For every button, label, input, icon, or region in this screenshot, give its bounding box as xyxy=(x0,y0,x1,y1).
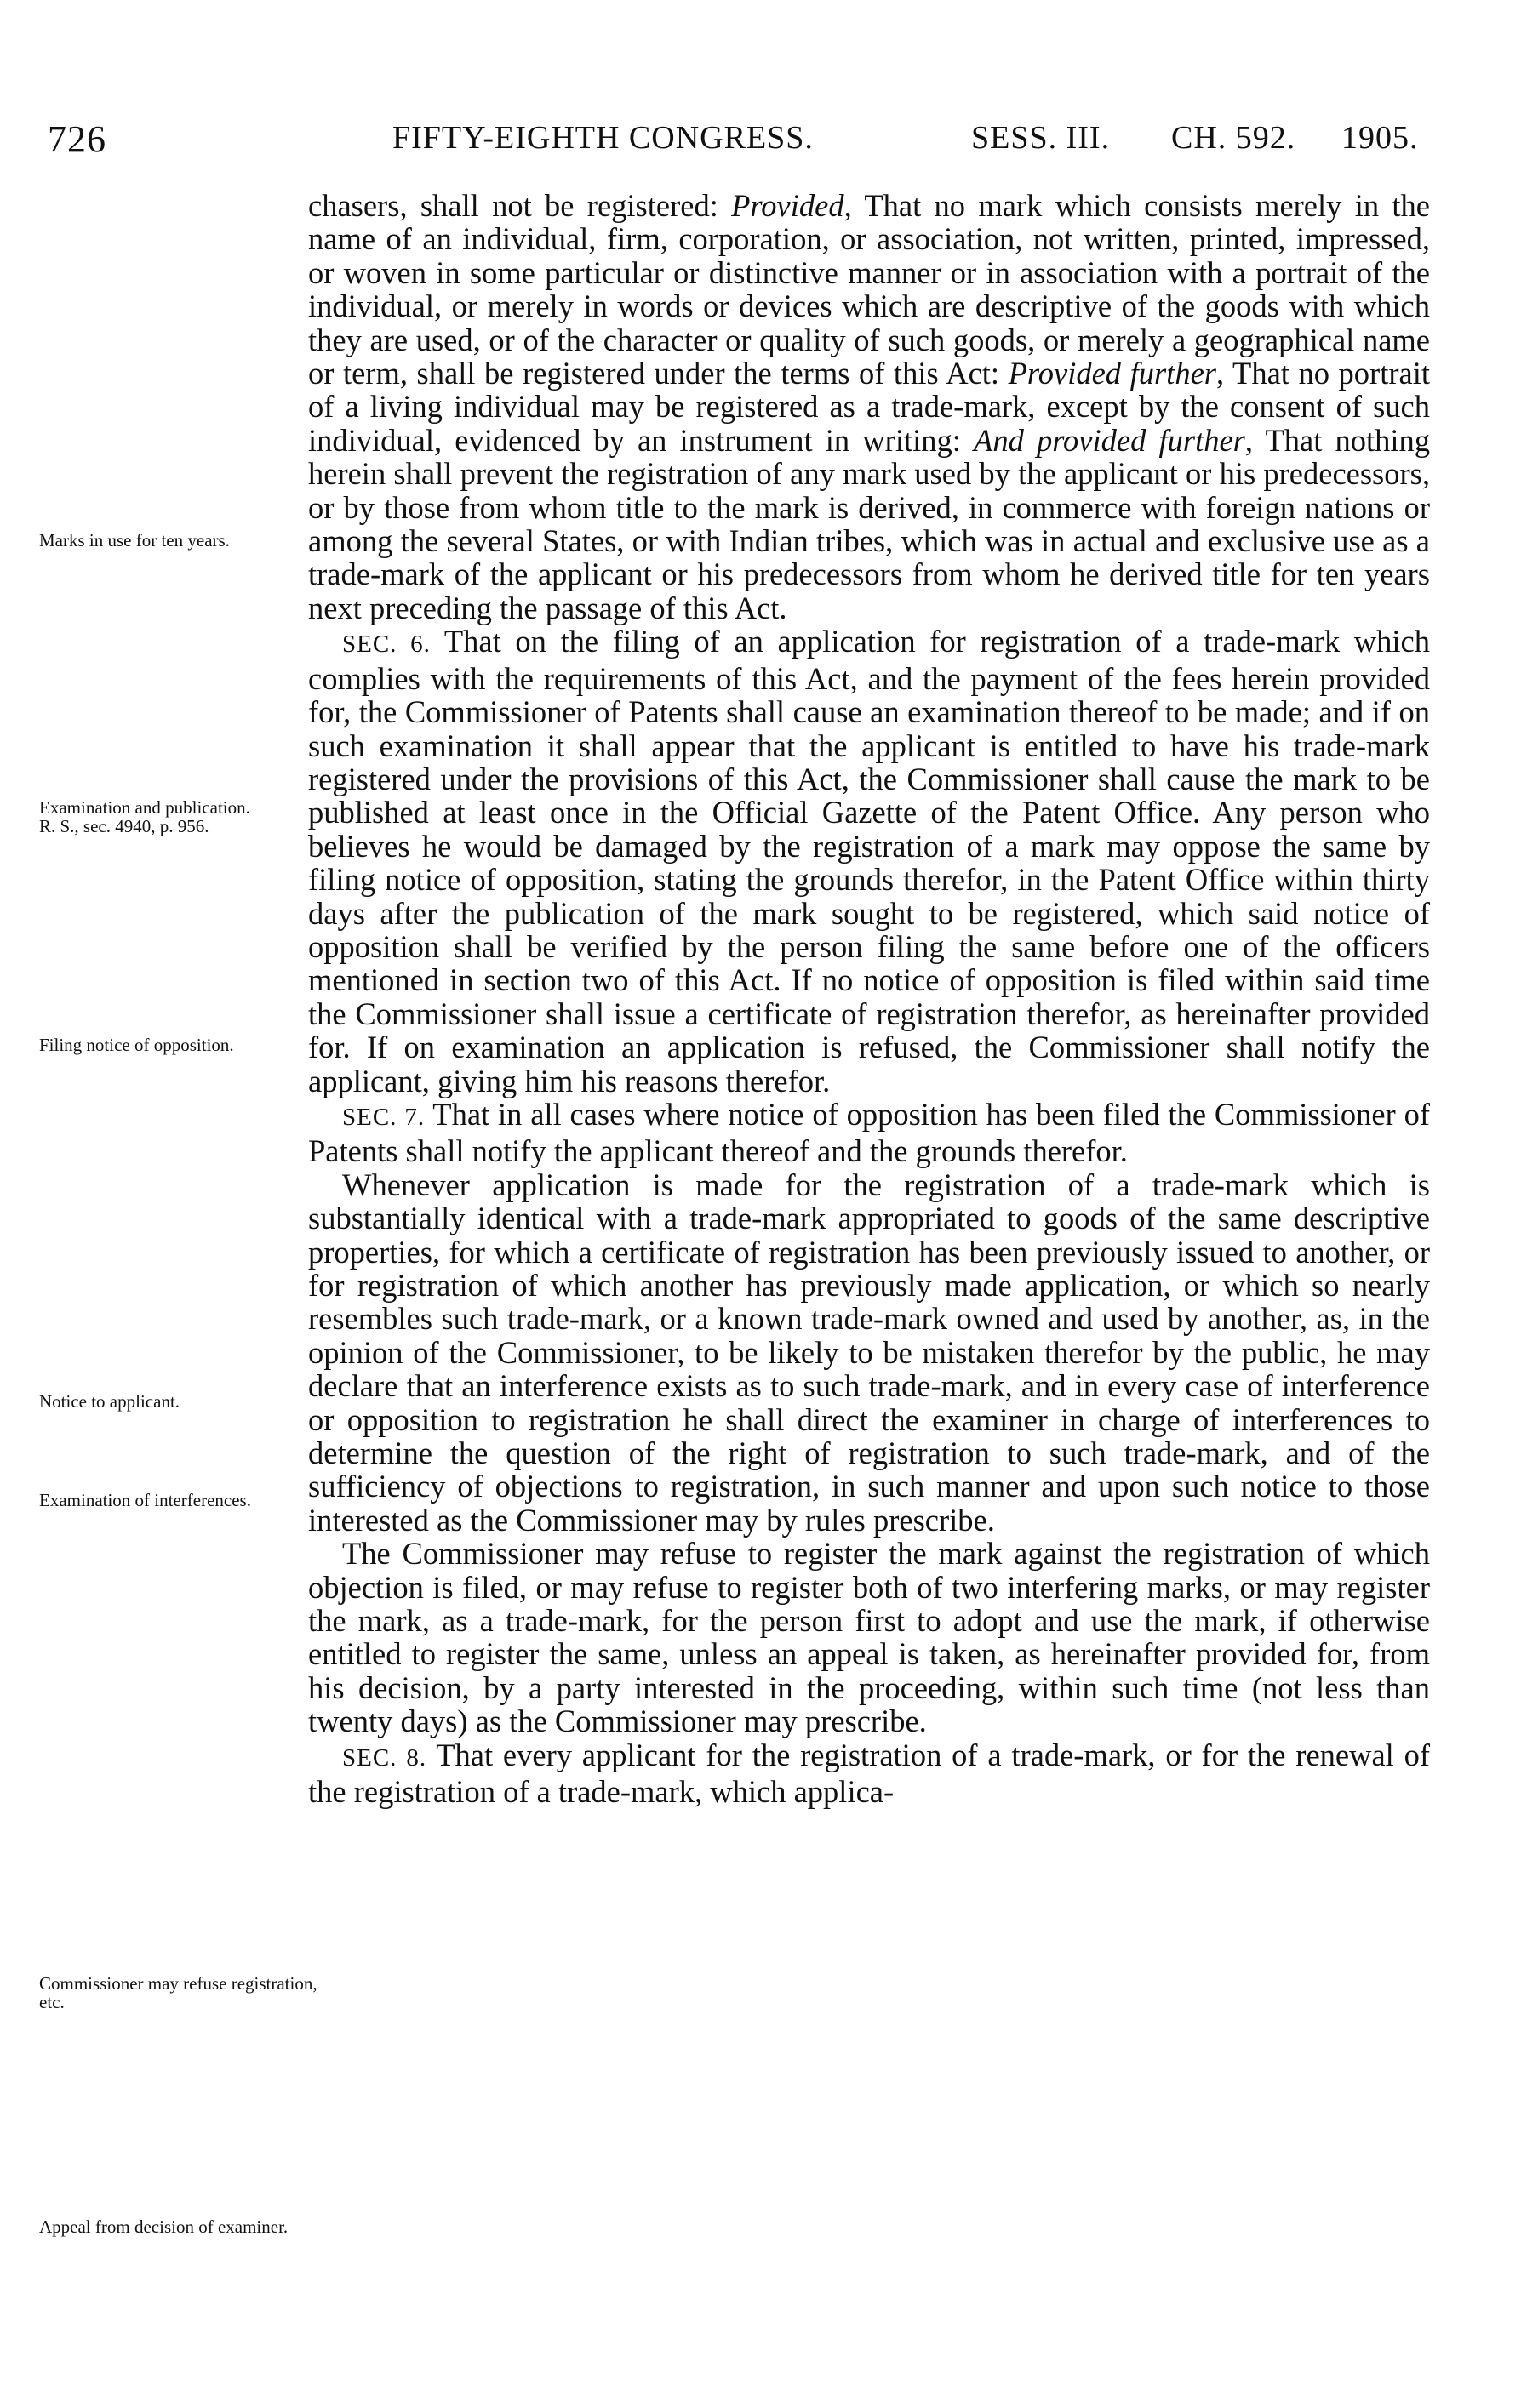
paragraph-interferences xyxy=(308,1168,1430,1537)
page-number: 726 xyxy=(48,118,106,160)
text-run: The Commissioner may refuse to register the mark against the registration of which objection is filed, or may refuse to register both of two interfering marks, or may register the mark, as a trade-mark, for the person first to adopt and use the mark, if otherwise entitled to register the same, unless an appeal is taken, as hereinafter provided for, from his decision, by a party interested in the proceeding, within such time (not less than twenty days) as the Commissioner may prescribe. xyxy=(308,1536,1430,1739)
italic-run: And provided further xyxy=(974,422,1245,458)
paragraph-refuse-registration xyxy=(308,1537,1430,1738)
header-chapter: CH. 592. xyxy=(1171,120,1296,156)
text-run: , That no mark which consists merely in the name of an individual, firm, corporation, or association, not written, printed, impressed, or woven in some particular or distinctive manner or in association with a portrait of the individual, or merely in words or devices which are descriptive of the goods with which they are used, or of the character or quality of such goods, or merely a geographical name or term, shall be registered under the terms of this Act: xyxy=(308,188,1430,391)
margin-note: Examination and publication. R. S., sec. 4940, p. 956. xyxy=(39,797,250,836)
section-number: SEC. 6. xyxy=(342,631,431,659)
italic-run: Provided xyxy=(731,188,844,223)
margin-note: Filing notice of opposition. xyxy=(39,1035,234,1055)
paragraph-sec-7 xyxy=(308,1098,1430,1168)
header-year: 1905. xyxy=(1341,120,1419,156)
page-header xyxy=(48,117,1444,168)
section-number: SEC. 7. xyxy=(342,1103,426,1131)
text-run: chasers, shall not be registered: xyxy=(308,188,732,223)
margin-note: Examination of interferences. xyxy=(39,1490,251,1510)
margin-note: Commissioner may refuse registration, etc. xyxy=(39,1973,317,2012)
section-number: SEC. 8. xyxy=(342,1743,427,1772)
margin-note: Marks in use for ten years. xyxy=(39,530,230,551)
text-run: Whenever application is made for the registration of a trade-mark which is substantially identical with a trade-mark appropriated to goods of the same descriptive properties, for which a certificate of registration has been previously issued to another, or for registration of which another has previously made application, or which so nearly resembles such trade-mark, or a known trade-mark owned and used by another, as, in the opinion of the Commissioner, to be likely to be mistaken therefor by the public, he may declare that an interference exists as to such trade-mark, and in every case of interference or opposition to registration he shall direct the examiner in charge of interferences to determine the question of the right of registration to such trade-mark, and of the sufficiency of objections to registration, in such manner and upon such notice to those interested as the Commissioner may by rules prescribe. xyxy=(308,1167,1430,1538)
margin-note: Notice to applicant. xyxy=(39,1391,180,1412)
paragraph xyxy=(308,189,1430,625)
text-run: , That nothing herein shall prevent the registration of any mark used by the applicant or his predecessors, or by those from whom title to the mark is derived, in commerce with foreign nations or among the several States, or with Indian tribes, which was in actual and exclusive use as a trade-mark of the applicant or his predecessors from whom he derived title for ten years next preceding the passage of this Act. xyxy=(308,422,1431,625)
text-run: That every applicant for the registration of a trade-mark, or for the renewal of the registration of a trade-mark, which applica- xyxy=(308,1737,1430,1810)
header-session: SESS. III. xyxy=(971,120,1111,156)
italic-run: Provided further xyxy=(1008,356,1217,391)
margin-note: Appeal from decision of examiner. xyxy=(39,2217,289,2237)
text-run: That on the filing of an application for registration of a trade-mark which complies with the requirements of this Act, and the payment of the fees herein provided for, the Commissioner of Patents shall cause an examination thereof to be made; and if on such examination it shall appear that the applicant is entitled to have his trade-mark registered under the provisions of this Act, the Commissioner shall cause the mark to be published at least once in the Official Gazette of the Patent Office. Any person who believes he would be damaged by the registration of a mark may oppose the same by filing notice of opposition, stating the grounds therefor, in the Patent Office within thirty days after the publication of the mark sought to be registered, which said notice of opposition shall be verified by the person filing the same before one of the officers mentioned in section two of this Act. If no notice of opposition is filed within said time the Commissioner shall issue a certificate of registration therefor, as hereinafter provided for. If on examination an application is refused, the Commissioner shall notify the applicant, giving him his reasons therefor. xyxy=(308,624,1431,1098)
text-run: , That no portrait of a living individual may be registered as a trade-mark, except by the consent of such individual, evidenced by an instrument in writing: xyxy=(308,356,1430,458)
paragraph-sec-8 xyxy=(308,1738,1430,1809)
paragraph-sec-6 xyxy=(308,625,1430,1098)
text-run: That in all cases where notice of opposition has been filed the Commissioner of Patents shall notify the applicant thereof and the grounds therefor. xyxy=(308,1096,1430,1169)
statute-body xyxy=(308,189,1430,1809)
header-title: FIFTY-EIGHTH CONGRESS. xyxy=(392,120,814,156)
